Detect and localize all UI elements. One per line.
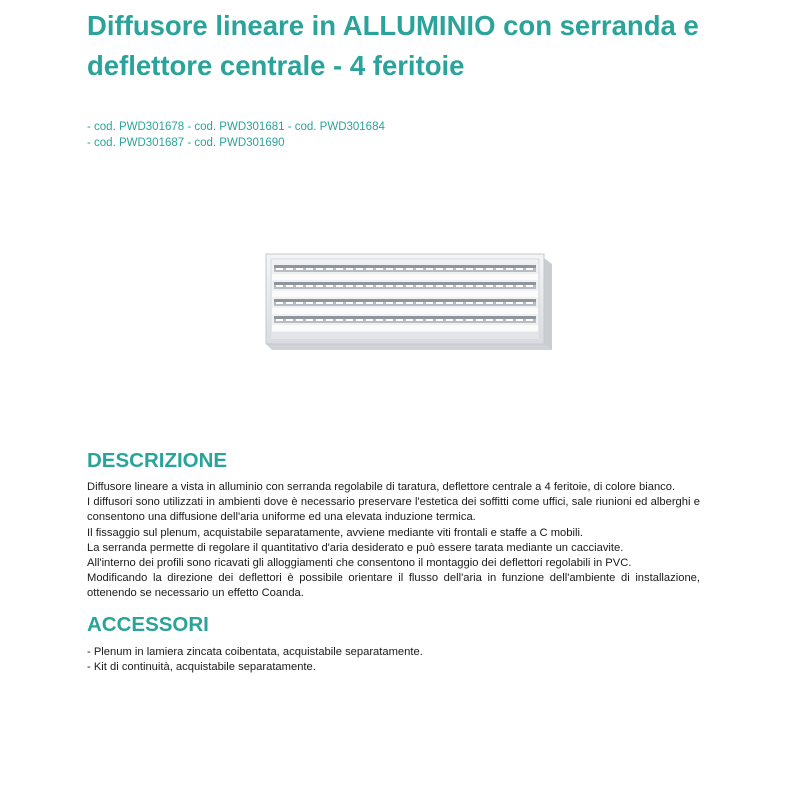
- accessori-heading: ACCESSORI: [87, 613, 209, 636]
- descrizione-paragraph: Modificando la direzione dei deflettori è possibile orientare il flusso dell'aria in funzione dell'ambiente di installazione, ottenendo se necessario un effetto Coanda.: [87, 572, 700, 600]
- product-code-line: - cod. PWD301678 - cod. PWD301681 - cod. PWD301684: [87, 121, 385, 133]
- descrizione-body: [87, 480, 700, 602]
- list-item: - Plenum in lamiera zincata coibentata, acquistabile separatamente.: [87, 646, 423, 658]
- descrizione-paragraph: Il fissaggio sul plenum, acquistabile separatamente, avviene mediante viti frontali e staffe a C mobili.: [87, 526, 584, 539]
- page-title: Diffusore lineare in ALLUMINIO con serranda e deflettore centrale - 4 feritoie: [87, 10, 699, 81]
- descrizione-heading: DESCRIZIONE: [87, 449, 228, 472]
- linear-diffuser-image: [262, 250, 552, 352]
- list-item: - Kit di continuità, acquistabile separatamente.: [87, 661, 316, 674]
- descrizione-paragraph: I diffusori sono utilizzati in ambienti dove è necessario preservare l'estetica dei soffitti come uffici, sale riunioni ed alberghi e consentono una diffusione dell'aria uniforme ed una elevata induzione termica.: [87, 496, 700, 524]
- descrizione-paragraph: Diffusore lineare a vista in alluminio con serranda regolabile di taratura, deflettore centrale a 4 feritoie, di colore bianco.: [87, 481, 676, 493]
- descrizione-paragraph: All'interno dei profili sono ricavati gli alloggiamenti che consentono il montaggio dei deflettori regolabili in PVC.: [87, 557, 632, 570]
- accessori-list: [87, 645, 700, 675]
- product-code-line: - cod. PWD301687 - cod. PWD301690: [87, 137, 285, 149]
- product-codes: [87, 119, 385, 151]
- descrizione-paragraph: La serranda permette di regolare il quantitativo d'aria desiderato e può essere tarata mediante un cacciavite.: [87, 541, 624, 554]
